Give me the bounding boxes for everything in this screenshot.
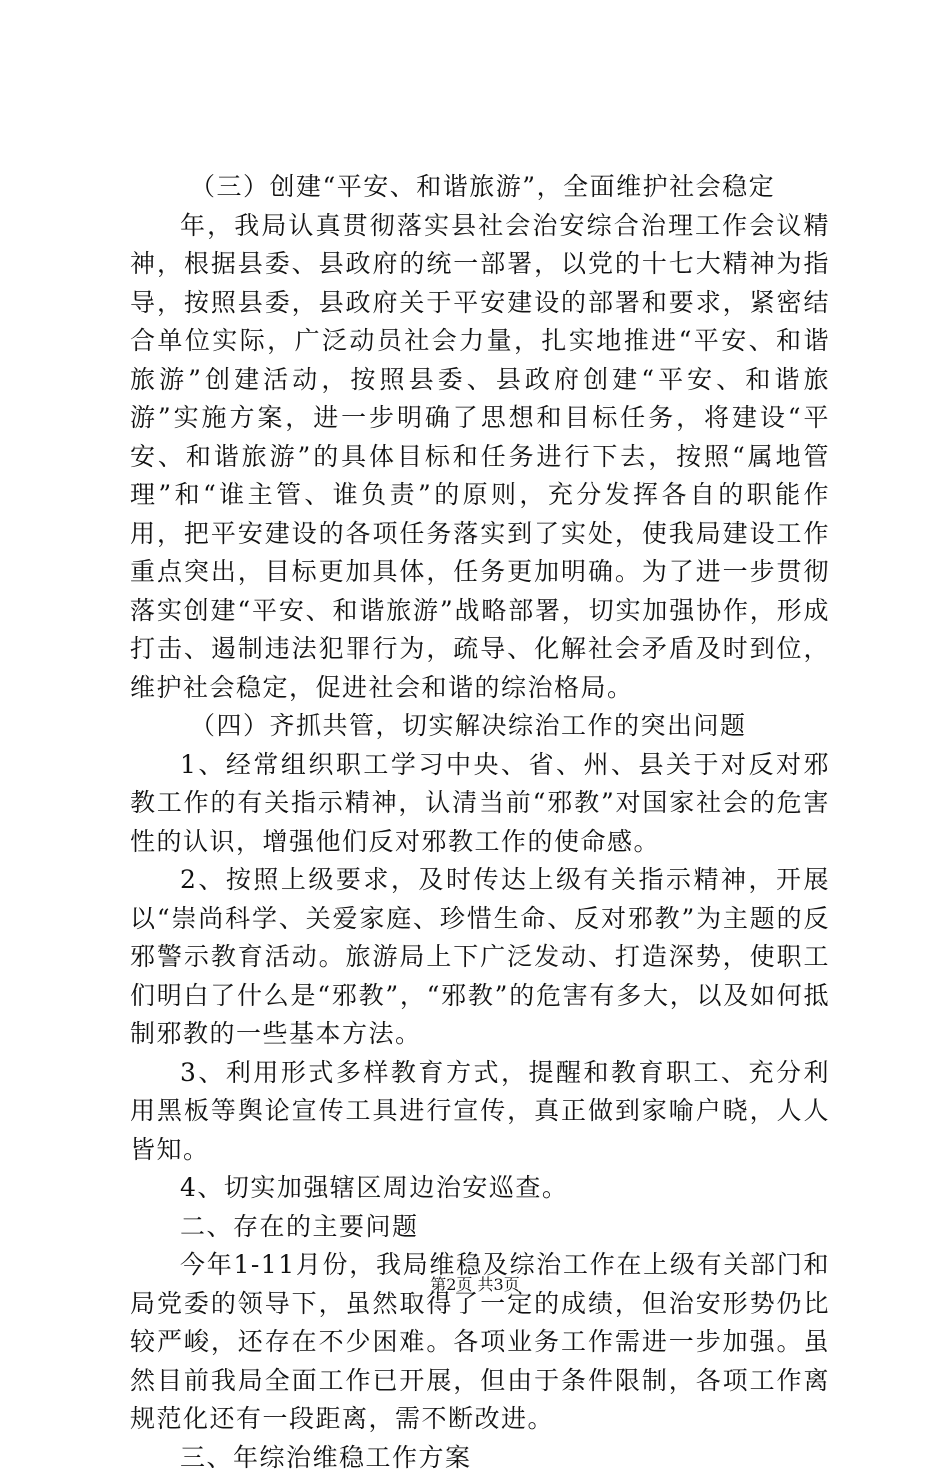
page-footer: 第2页 共3页	[0, 1275, 950, 1295]
section-heading-4: （四）齐抓共管，切实解决综治工作的突出问题	[130, 707, 830, 746]
list-item-4: 4、切实加强辖区周边治安巡查。	[130, 1169, 830, 1208]
section-heading-plan: 三、年综治维稳工作方案	[130, 1439, 830, 1477]
section-heading-problems: 二、存在的主要问题	[130, 1208, 830, 1247]
list-item-2: 2、按照上级要求，及时传达上级有关指示精神，开展以“崇尚科学、关爱家庭、珍惜生命、反对邪教”为主题的反邪警示教育活动。旅游局上下广泛发动、打造深势，使职工们明白了什么是“邪教”，“邪教”的危害有多大，以及如何抵制邪教的一些基本方法。	[130, 861, 830, 1054]
list-item-1: 1、经常组织职工学习中央、省、州、县关于对反对邪教工作的有关指示精神，认清当前“邪教”对国家社会的危害性的认识，增强他们反对邪教工作的使命感。	[130, 746, 830, 862]
body-paragraph: 年，我局认真贯彻落实县社会治安综合治理工作会议精神，根据县委、县政府的统一部署，以党的十七大精神为指导，按照县委，县政府关于平安建设的部署和要求，紧密结合单位实际，广泛动员社会力量，扎实地推进“平安、和谐旅游”创建活动，按照县委、县政府创建“平安、和谐旅游”实施方案，进一步明确了思想和目标任务，将建设“平安、和谐旅游”的具体目标和任务进行下去，按照“属地管理”和“谁主管、谁负责”的原则，充分发挥各自的职能作用，把平安建设的各项任务落实到了实处，使我局建设工作重点突出，目标更加具体，任务更加明确。为了进一步贯彻落实创建“平安、和谐旅游”战略部署，切实加强协作，形成打击、遏制违法犯罪行为，疏导、化解社会矛盾及时到位，维护社会稳定，促进社会和谐的综治格局。	[130, 207, 830, 708]
body-paragraph: 今年1-11月份，我局维稳及综治工作在上级有关部门和局党委的领导下，虽然取得了一定的成绩，但治安形势仍比较严峻，还存在不少困难。各项业务工作需进一步加强。虽然目前我局全面工作已开展，但由于条件限制，各项工作离规范化还有一段距离，需不断改进。	[130, 1246, 830, 1439]
section-heading-3: （三）创建“平安、和谐旅游”，全面维护社会稳定	[130, 168, 830, 207]
list-item-3: 3、利用形式多样教育方式，提醒和教育职工、充分利用黑板等舆论宣传工具进行宣传，真正做到家喻户晓，人人皆知。	[130, 1054, 830, 1170]
